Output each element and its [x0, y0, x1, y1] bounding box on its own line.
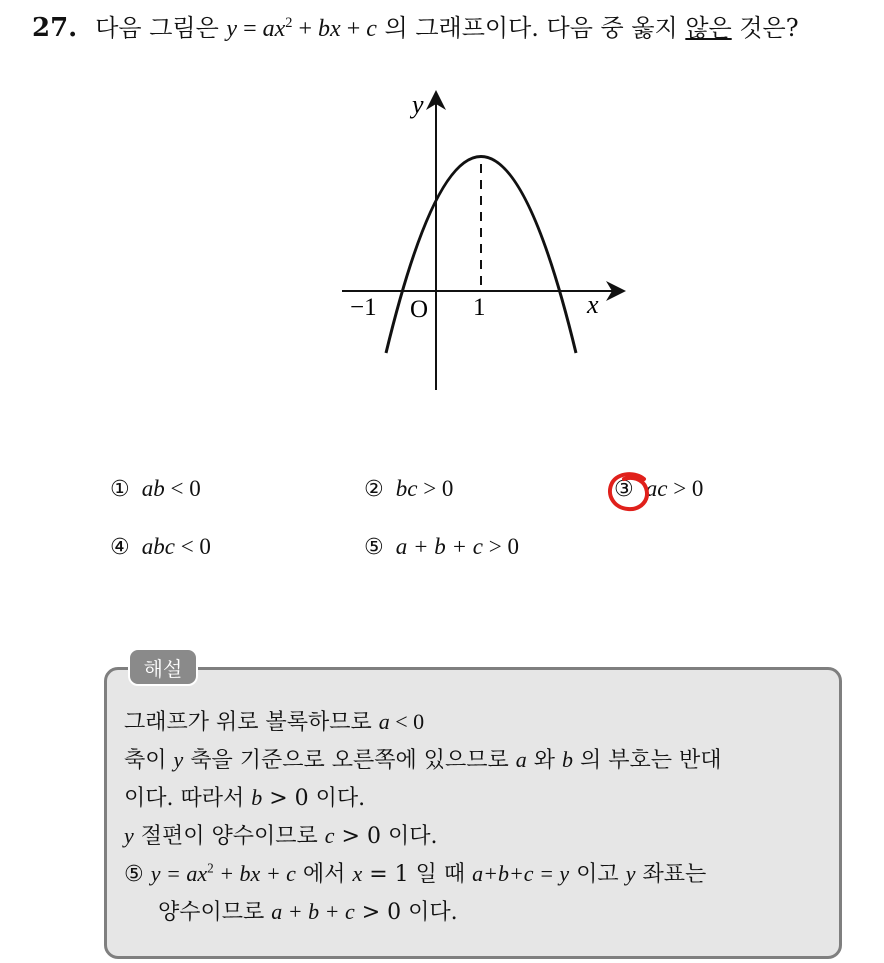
solution-text: 의 부호는 반대 [573, 748, 722, 773]
solution-text: 에서 [295, 862, 353, 887]
choice-op: < 0 [164, 476, 201, 501]
math-a: a [378, 709, 390, 734]
math-y: y [625, 861, 636, 886]
math-equation: + bx + c [213, 861, 296, 886]
tick-label-1: 1 [473, 294, 486, 321]
choice-op: < 0 [174, 534, 211, 559]
choice-number: ③ [614, 477, 634, 502]
answer-circle-mark [606, 471, 652, 513]
choice-1[interactable] [110, 476, 201, 502]
tick-label-neg1: −1 [350, 294, 377, 321]
solution-text: > 0 이다. [262, 786, 366, 811]
math-exponent: 2 [207, 860, 214, 876]
question-text-before: 다음 그림은 [95, 14, 227, 42]
solution-line-4 [124, 819, 437, 850]
solution-text: 양수이므로 [158, 900, 272, 925]
solution-text: > 0 이다. [354, 900, 458, 925]
math-b: b [251, 785, 263, 810]
solution-line-6 [158, 895, 458, 926]
solution-text: = 1 일 때 [362, 862, 473, 887]
eq-c: c [366, 16, 377, 42]
choice-4[interactable] [110, 534, 211, 560]
solution-text: 축을 기준으로 오른쪽에 있으므로 [183, 748, 516, 773]
solution-item-number: ⑤ [124, 862, 144, 887]
math-x: x [352, 861, 363, 886]
solution-line-3 [124, 781, 365, 812]
eq-exponent: 2 [285, 15, 293, 31]
choice-expr: ab [141, 476, 165, 501]
eq-bx: bx [318, 16, 341, 42]
math-sum: a + b + c [271, 899, 355, 924]
choice-2[interactable] [364, 476, 453, 502]
eq-y: y [226, 16, 238, 42]
choice-5[interactable] [364, 534, 519, 560]
choice-number: ⑤ [364, 535, 384, 560]
choice-op: > 0 [482, 534, 519, 559]
solution-text: 축이 [124, 748, 174, 773]
choice-expr: abc [141, 534, 175, 559]
eq-equals: = [237, 16, 263, 42]
choice-number: ② [364, 477, 384, 502]
solution-tag: 해설 [128, 648, 198, 686]
math-b: b [562, 747, 574, 772]
math-c: c [324, 823, 335, 848]
choice-op: > 0 [667, 476, 704, 501]
solution-text: 절편이 양수이므로 [133, 824, 325, 849]
math-y: y [124, 823, 134, 848]
eq-ax: ax [262, 16, 286, 42]
choice-expr: ac [645, 476, 668, 501]
solution-text: 그래프가 위로 볼록하므로 [124, 710, 379, 735]
question-text-after: 의 그래프이다. 다음 중 옳지 [376, 14, 686, 42]
solution-text: 좌표는 [635, 862, 707, 887]
choice-number: ① [110, 477, 130, 502]
eq-plus-2: + [340, 16, 367, 42]
choice-expr: a + b + c [395, 534, 483, 559]
solution-line-2 [124, 743, 722, 774]
choice-expr: bc [395, 476, 418, 501]
math-a: a [515, 747, 527, 772]
math-y: y [173, 747, 184, 772]
math-equation: y = ax [150, 861, 208, 886]
x-axis-label: x [587, 290, 599, 319]
solution-text: 와 [526, 748, 563, 773]
origin-label: O [410, 296, 429, 323]
solution-text: > 0 이다. [334, 824, 438, 849]
choice-number: ④ [110, 535, 130, 560]
solution-text: 이고 [569, 862, 626, 887]
solution-line-1 [124, 705, 424, 736]
question-number: 27. [32, 13, 78, 43]
solution-text: < 0 [389, 709, 425, 734]
question-line [32, 8, 799, 43]
parabola-graph [330, 88, 630, 398]
y-axis-label: y [412, 90, 424, 119]
choice-op: > 0 [417, 476, 454, 501]
solution-text: 이다. 따라서 [124, 786, 252, 811]
eq-plus-1: + [292, 16, 319, 42]
math-sum: a+b+c = y [472, 861, 570, 886]
question-underlined-word: 않은 [685, 14, 732, 42]
question-text-end: 것은? [731, 14, 799, 42]
solution-line-5 [124, 857, 706, 888]
